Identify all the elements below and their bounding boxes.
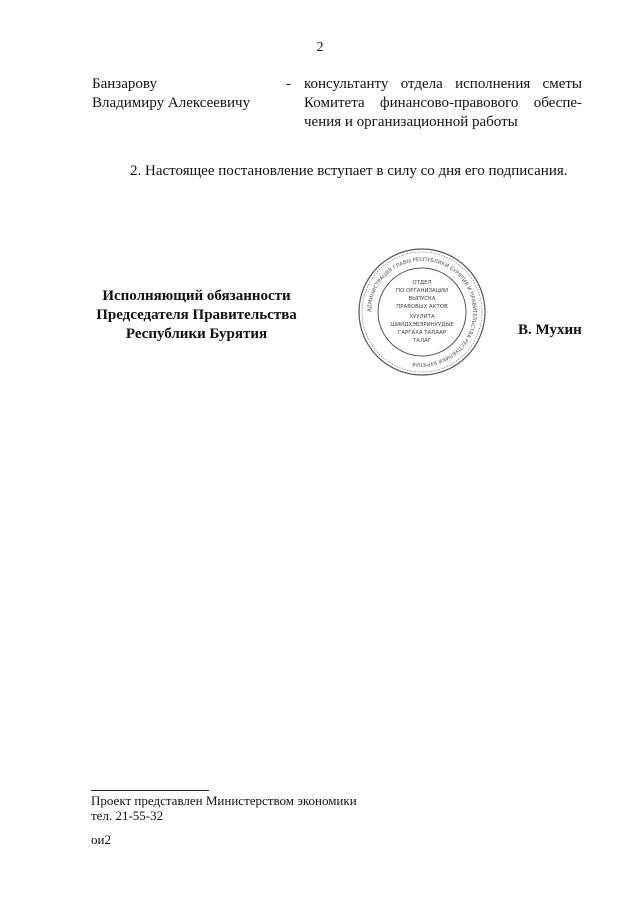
appointee-surname: Банзарову bbox=[92, 76, 157, 92]
clause-2: 2. Настоящее постановление вступает в силу со дня его подписания. bbox=[130, 163, 568, 179]
appointee-given-names: Владимиру Алексеевичу bbox=[92, 95, 251, 111]
seal-dotted-ring bbox=[362, 252, 482, 372]
page-number: 2 bbox=[316, 40, 324, 55]
signer-title-line-3: Республики Бурятия bbox=[125, 326, 268, 342]
seal-text-line: ПО ОРГАНИЗАЦИИ bbox=[396, 288, 448, 294]
seal-text-line: ХУУЛИТА bbox=[409, 314, 435, 320]
seal-text-line: ГАРГАХА ТАЛААР bbox=[398, 330, 446, 336]
footnote-phone: тел. 21-55-32 bbox=[91, 808, 164, 823]
footnote-divider bbox=[91, 790, 209, 791]
footnote-prepared-by: Проект представлен Министерством экономики bbox=[91, 793, 357, 808]
signer-title-line-1: Исполняющий обязанности bbox=[102, 288, 291, 304]
seal-text-line: ПРАВОВЫХ АКТОВ bbox=[396, 304, 448, 310]
seal-inner-text bbox=[390, 280, 454, 344]
seal-text-line: ВЫПУСКА bbox=[408, 296, 436, 302]
appointee-name bbox=[92, 75, 250, 113]
signer-title-line-2: Председателя Правительства bbox=[96, 307, 297, 323]
signer-name: В. Мухин bbox=[518, 322, 582, 338]
seal-text-line: ОТДЕЛ bbox=[412, 280, 432, 286]
signer-title bbox=[84, 287, 309, 344]
seal-text-line: ТАЛАГ bbox=[412, 338, 432, 344]
seal-ring-text: АДМИНИСТРАЦИЯ ГЛАВЫ РЕСПУБЛИКИ БУРЯТИЯ И ПРАВИТЕЛЬСТВА РЕСПУБЛИКИ БУРЯТИЯ bbox=[366, 256, 478, 368]
seal-text-line: ШИИДХЭБЭРИНУУДЫЕ bbox=[390, 322, 454, 328]
official-seal-stamp bbox=[356, 246, 488, 378]
document-code: ои2 bbox=[91, 832, 111, 847]
appointee-position: консультанту отдела исполнения сметы Комитета финансово-правового обеспе- чения и организационной работы bbox=[304, 76, 582, 130]
list-dash: - bbox=[286, 76, 291, 92]
